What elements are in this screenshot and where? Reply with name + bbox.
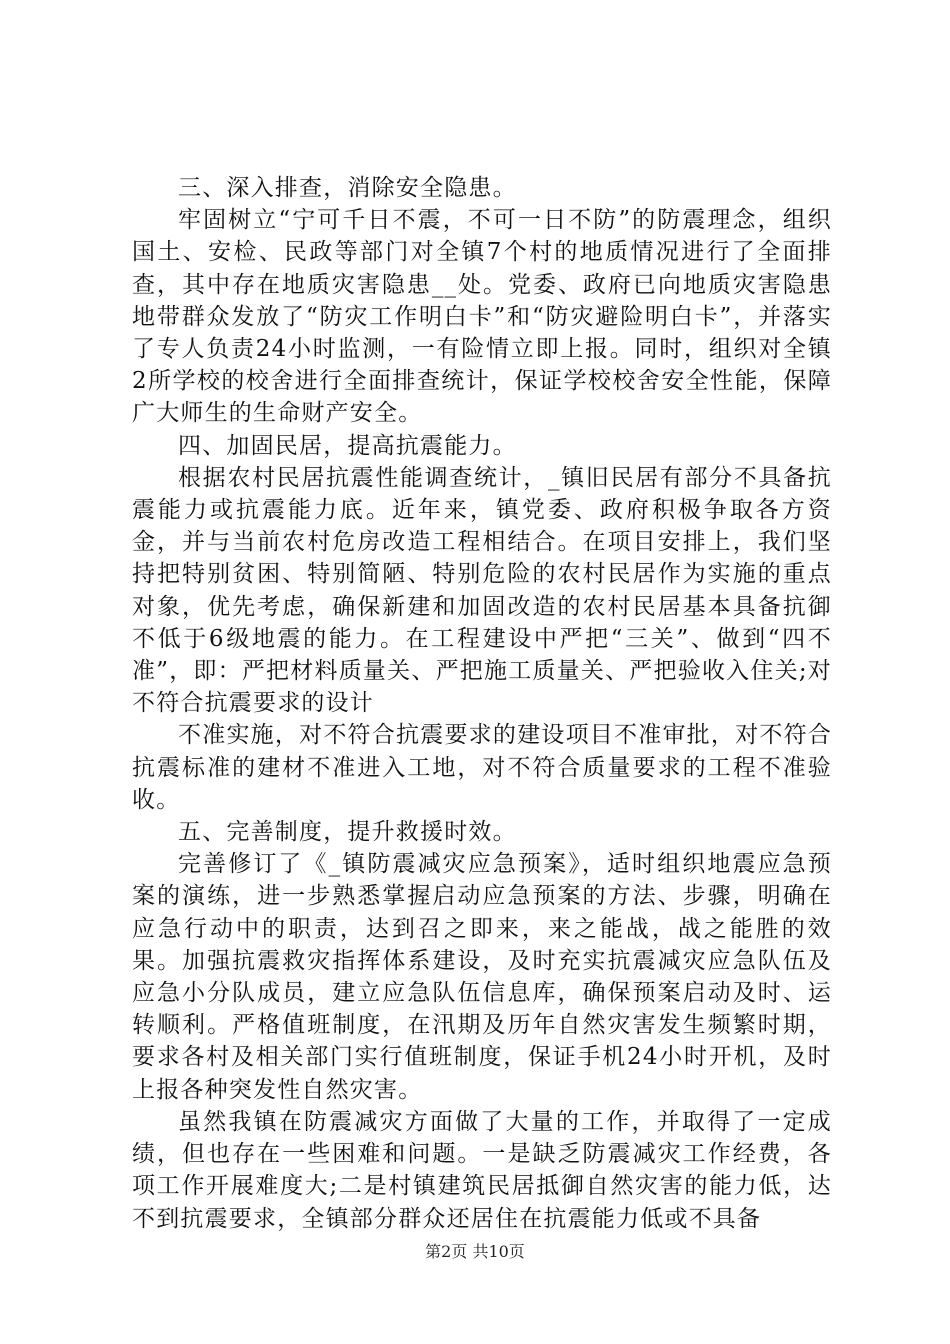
section-heading-3: 三、深入排查，消除安全隐患。 xyxy=(178,175,517,201)
body-paragraph: 牢固树立“宁可千日不震，不可一日不防”的防震理念，组织国土、安检、民政等部门对全镇7个村的地质情况进行了全面排查，其中存在地质灾害隐患__处。党委、政府已向地质灾害隐患地带群众发放了“防灾工作明白卡”和“防灾避险明白卡”，并落实了专人负责24小时监测，一有险情立即上报。同时，组织对全镇2所学校的校舍进行全面排查统计，保证学校校舍安全性能，保障广大师生的生命财产安全。 xyxy=(132,207,832,427)
page-number-footer: 第2页 共10页 xyxy=(425,1242,525,1261)
body-paragraph: 完善修订了《_镇防震减灾应急预案》，适时组织地震应急预案的演练，进一步熟悉掌握启动应急预案的方法、步骤，明确在应急行动中的职责，达到召之即来，来之能战，战之能胜的效果。加强抗震救灾指挥体系建设，及时充实抗震减灾应急队伍及应急小分队成员，建立应急队伍信息库，确保预案启动及时、运转顺利。严格值班制度，在汛期及历年自然灾害发生频繁时期，要求各村及相关部门实行值班制度，保证手机24小时开机，及时上报各种突发性自然灾害。 xyxy=(132,851,832,1103)
section-heading-5: 五、完善制度，提升救援时效。 xyxy=(178,819,517,846)
document-body xyxy=(132,172,832,1235)
body-paragraph: 根据农村民居抗震性能调查统计，_镇旧民居有部分不具备抗震能力或抗震能力底。近年来，镇党委、政府积极争取各方资金，并与当前农村危房改造工程相结合。在项目安排上，我们坚持把特别贫困、特别简陋、特别危险的农村民居作为实施的重点对象，优先考虑，确保新建和加固改造的农村民居基本具备抗御不低于6级地震的能力。在工程建设中严把“三关”、做到“四不准”，即：严把材料质量关、严把施工质量关、严把验收入住关;对不符合抗震要求的设计 xyxy=(132,464,832,717)
section-heading-4: 四、加固民居，提高抗震能力。 xyxy=(178,432,517,459)
body-paragraph: 虽然我镇在防震减灾方面做了大量的工作，并取得了一定成绩，但也存在一些困难和问题。一是缺乏防震减灾工作经费，各项工作开展难度大;二是村镇建筑民居抵御自然灾害的能力低，达不到抗震要求，全镇部分群众还居住在抗震能力低或不具备 xyxy=(132,1108,832,1232)
body-paragraph: 不准实施，对不符合抗震要求的建设项目不准审批，对不符合抗震标准的建材不准进入工地，对不符合质量要求的工程不准验收。 xyxy=(132,722,832,813)
